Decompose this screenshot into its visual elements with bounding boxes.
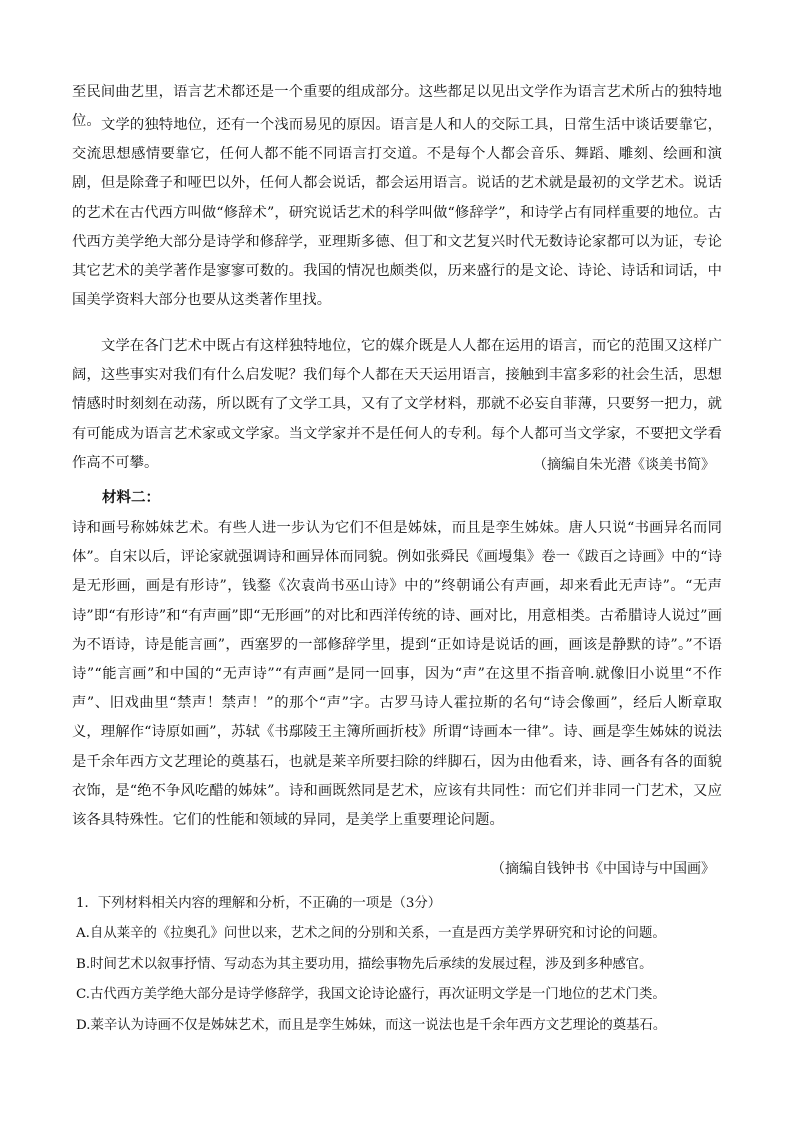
material-two-paragraph: 诗和画号称姊妹艺术。有些人进一步认为它们不但是姊妹，而且是孪生姊妹。唐人只说“书画异名而同体”。自宋以后，评论家就强调诗和画异体而同貌。例如张舜民《画墁集》卷一《跋百之诗画》中的“诗是无形画，画是有形诗”，钱鍪《次袁尚书巫山诗》中的”终朝诵公有声画，却来看此无声诗”。“无声诗”即“有形诗”和“有声画”即“无形画”的对比和西洋传统的诗、画对比，用意相类。古希腊诗人说过”画为不语诗，诗是能言画”，西塞罗的一部修辞学里，提到“正如诗是说话的画，画该是静默的诗”。”不语诗”“能言画”和中国的“无声诗”“有声画”是同一回事，因为“声”在这里不指音响.就像旧小说里“不作声”、旧戏曲里“禁声！禁声！”的那个“声”字。古罗马诗人霍拉斯的名句“诗会像画”，经后人断章取义，理解作“诗原如画”，苏轼《书鄢陵王主簿所画折枝》所谓“诗画本一律”。诗、画是孪生姊妹的说法是千余年西方文艺理论的奠基石，也就是莱辛所要扫除的绊脚石，因为由他看来，诗、画各有各的面貌衣饰，是“绝不争风吃醋的姊妹”。诗和画既然同是艺术，应该有共同性：而它们并非同一门艺术，又应该各具特殊性。它们的性能和领域的异同，是美学上重要理论问题。: [72, 520, 722, 829]
option-b: B.时间艺术以叙事抒情、写动态为其主要功用，描绘事物先后承续的发展过程，涉及到多种感官。: [76, 957, 653, 972]
question-stem: 1．下列材料相关内容的理解和分析，不正确的一项是（3分）: [76, 896, 442, 911]
material-one-paragraph-3: 文学在各门艺术中既占有这样独特地位，它的媒介既是人人都在运用的语言，而它的范围又这样广阔，这些事实对我们有什么启发呢？我们每个人都在天天运用语言，接触到丰富多彩的社会生活，思想情感时时刻刻在动荡，所以既有了文学工具，又有了文学材料，那就不必妄自菲薄，只要努一把力，就有可能成为语言艺术家或文学家。当文学家并不是任何人的专利。每个人都可当文学家，不要把文学看作高不可攀。: [72, 338, 722, 471]
option-d: D.莱辛认为诗画不仅是姊妹艺术，而且是孪生姊妹，而这一说法也是千余年西方文艺理论的奠基石。: [76, 1018, 667, 1033]
material-two-label: 材料二：: [102, 489, 160, 506]
material-one-paragraph-2: 文学的独特地位，还有一个浅而易见的原因。语言是人和人的交际工具，日常生活中谈话要靠它，交流思想感情要靠它，任何人都不能不同语言打交道。不是每个人都会音乐、舞蹈、雕刻、绘画和演剧，但是除聋子和哑巴以外，任何人都会说话，都会运用语言。说话的艺术就是最初的文学艺术。说话的艺术在古代西方叫做“修辞术”，研究说话艺术的科学叫做“修辞学”，和诗学占有同样重要的地位。古代西方美学绝大部分是诗学和修辞学，亚理斯多德、但丁和文艺复兴时代无数诗论家都可以为证，专论其它艺术的美学著作是寥寥可数的。我国的情况也颇类似，历来盛行的是文论、诗论、诗话和词话，中国美学资料大部分也要从这类著作里找。: [72, 117, 722, 309]
material-two-source: （摘编自钱钟书《中国诗与中国画》: [491, 861, 715, 877]
option-a: A.自从莱辛的《拉奥孔》问世以来，艺术之间的分别和关系，一直是西方美学界研究和讨论的问题。: [76, 926, 666, 941]
material-one-paragraph-1: 至民间曲艺里，语言艺术都还是一个重要的组成部分。这些都足以见出文学作为语言艺术所占的独特地位。: [72, 84, 722, 130]
option-c: C.古代西方美学绝大部分是诗学修辞学，我国文论诗论盛行，再次证明文学是一门地位的艺术门类。: [76, 987, 666, 1002]
material-one-source: （摘编自朱光潜《谈美书简》: [533, 457, 715, 473]
